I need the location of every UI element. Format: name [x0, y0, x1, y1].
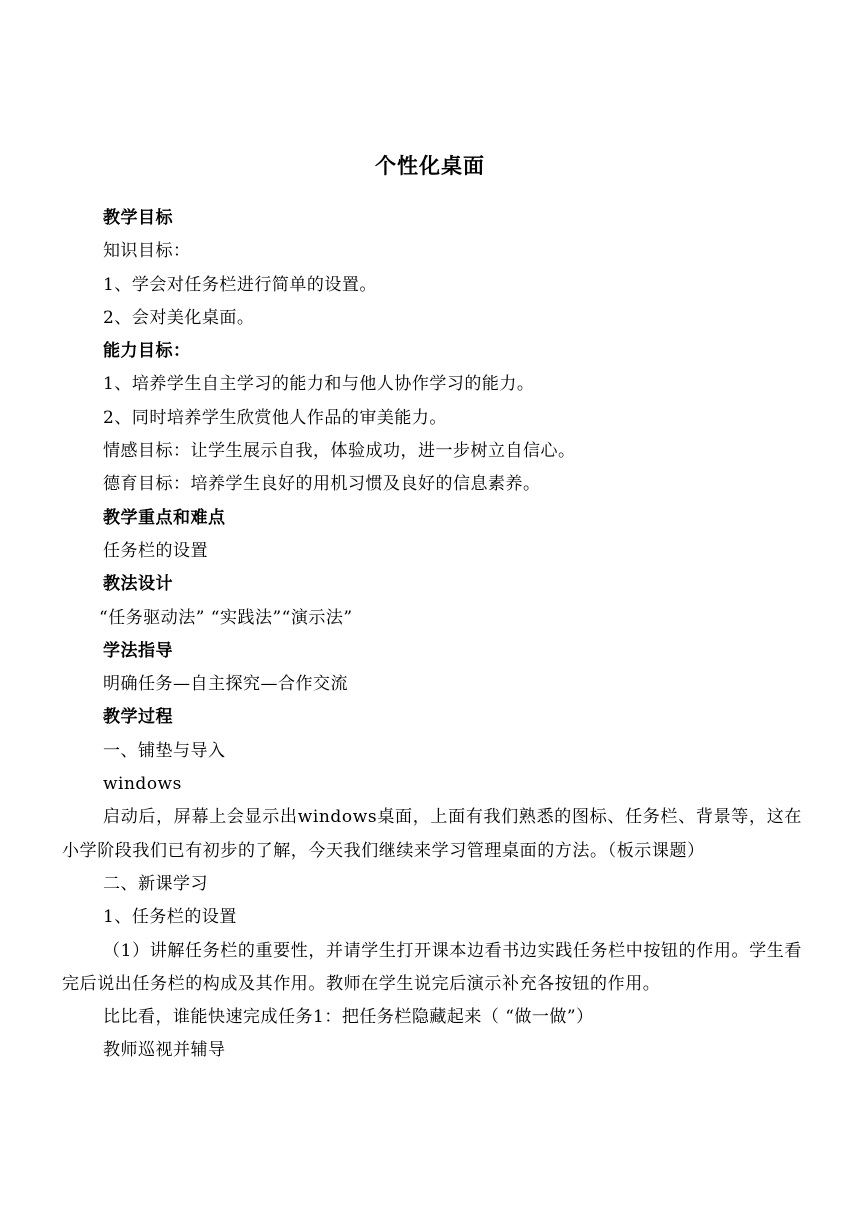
heading-teaching-process: 教学过程	[103, 707, 173, 728]
heading-teaching-goals: 教学目标	[103, 208, 173, 228]
paragraph: 启动后，屏幕上会显示出windows桌面，上面有我们熟悉的图标、任务栏、背景等，这在小学阶段我们已有初步的了解，今天我们继续来学习管理桌面的方法。（板示课题）	[62, 807, 802, 861]
text-line: 一、铺垫与导入	[103, 740, 226, 761]
heading-teaching-method: 教法设计	[103, 574, 173, 595]
text-line: 知识目标：	[103, 241, 191, 262]
text-line: 德育目标：培养学生良好的用机习惯及良好的信息素养。	[103, 474, 541, 495]
paragraph: （1）讲解任务栏的重要性，并请学生打开课本边看书边实践任务栏中按钮的作用。学生看完后说出任务栏的构成及其作用。教师在学生说完后演示补充各按钮的作用。	[62, 940, 802, 994]
text-line: 2、会对美化桌面。	[103, 307, 255, 328]
text-line: 1、培养学生自主学习的能力和与他人协作学习的能力。	[103, 374, 535, 395]
text-line: 1、任务栏的设置	[103, 907, 237, 928]
text-line: 二、新课学习	[103, 873, 208, 894]
heading-learning-guide: 学法指导	[103, 640, 173, 661]
heading-ability-goals: 能力目标：	[103, 341, 191, 362]
text-line: 情感目标：让学生展示自我，体验成功，进一步树立自信心。	[103, 441, 576, 462]
heading-key-points: 教学重点和难点	[103, 507, 226, 528]
text-line: 2、同时培养学生欣赏他人作品的审美能力。	[103, 407, 447, 428]
text-line: 比比看，谁能快速完成任务1：把任务栏隐藏起来（ “做一做”）	[103, 1007, 594, 1028]
text-line: 明确任务—自主探究—合作交流	[103, 674, 348, 695]
text-line: 任务栏的设置	[103, 540, 208, 561]
text-line: 1、学会对任务栏进行简单的设置。	[103, 274, 377, 295]
document-body	[62, 202, 802, 1068]
document-title: 个性化桌面	[375, 154, 485, 178]
text-line: windows	[103, 774, 182, 795]
text-line: 教师巡视并辅导	[103, 1040, 226, 1061]
text-line: “任务驱动法” “实践法”“演示法”	[99, 607, 353, 628]
